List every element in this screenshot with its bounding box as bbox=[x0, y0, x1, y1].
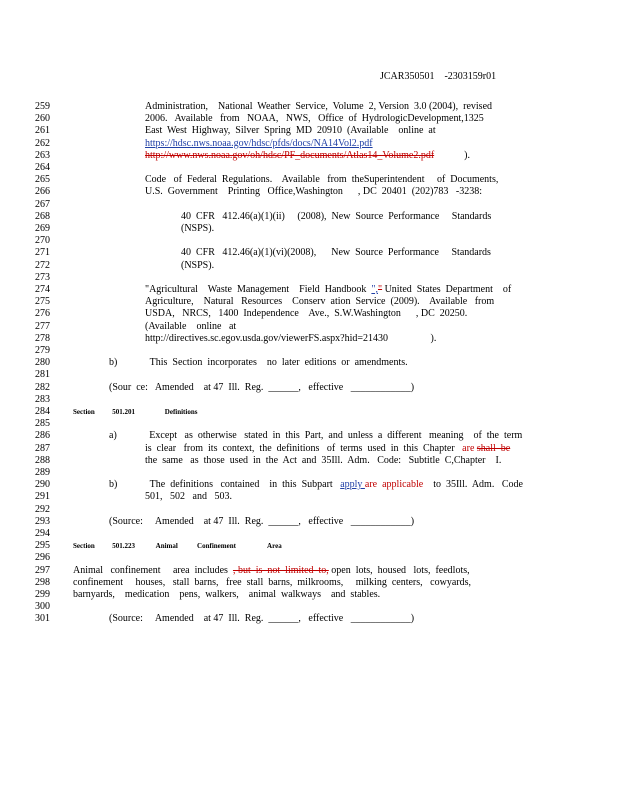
line-261 bbox=[0, 125, 618, 137]
line-text bbox=[145, 284, 511, 296]
text-segment: 501, 502 and 503. bbox=[145, 491, 232, 503]
line-number: 261 bbox=[35, 125, 50, 137]
line-283 bbox=[0, 394, 618, 406]
line-288 bbox=[0, 455, 618, 467]
line-number: 271 bbox=[35, 247, 50, 259]
line-number: 289 bbox=[35, 467, 50, 478]
text-segment: is clear from its context, the definitions of terms used in this Chapter bbox=[145, 442, 463, 454]
line-290 bbox=[0, 479, 618, 491]
text-segment: confinement houses, stall barns, free stall barns, milkrooms, milking centers, cowyards, bbox=[73, 576, 471, 588]
text-segment: shall be bbox=[476, 442, 511, 454]
text-segment: , but is not limited to, bbox=[232, 564, 329, 576]
line-text bbox=[145, 125, 436, 137]
text-segment: ", bbox=[371, 284, 378, 295]
line-295 bbox=[0, 540, 618, 552]
line-text bbox=[109, 382, 414, 394]
text-segment: United States Department of bbox=[382, 284, 512, 295]
line-278 bbox=[0, 333, 618, 345]
line-272 bbox=[0, 260, 618, 272]
line-number: 282 bbox=[35, 381, 50, 393]
line-text bbox=[145, 321, 236, 333]
text-segment: b) This Section incorporates no later editions or amendments. bbox=[109, 357, 408, 369]
line-text bbox=[73, 406, 197, 418]
line-270 bbox=[0, 235, 618, 247]
text-segment bbox=[434, 150, 464, 161]
line-286 bbox=[0, 430, 618, 442]
line-number: 273 bbox=[35, 271, 50, 283]
line-number: 260 bbox=[35, 113, 50, 125]
line-text bbox=[145, 174, 498, 186]
line-266 bbox=[0, 186, 618, 198]
line-300 bbox=[0, 601, 618, 613]
text-segment: Agriculture, Natural Resources Conserv ation Service (2009). Available from bbox=[145, 296, 495, 308]
line-text bbox=[109, 613, 414, 625]
line-text bbox=[145, 186, 482, 198]
line-280 bbox=[0, 357, 618, 369]
line-number: 295 bbox=[35, 540, 50, 552]
text-segment: (Sour ce: Amended at 47 Ill. Reg. ______, effective ____________) bbox=[109, 381, 415, 393]
text-segment: Administration, National Weather Service, Volume 2, Version 3.0 (2004), revised bbox=[145, 101, 493, 112]
line-265 bbox=[0, 174, 618, 186]
text-segment: " bbox=[377, 284, 383, 295]
text-segment: Animal confinement area includes bbox=[73, 564, 233, 576]
line-263 bbox=[0, 150, 618, 162]
line-277 bbox=[0, 321, 618, 333]
text-segment: http://www.nws.noaa.gov/oh/hdsc/PF_documents/Atlas14_Volume2.pdf bbox=[145, 149, 435, 161]
line-number: 274 bbox=[35, 284, 50, 295]
text-segment: (NSPS). bbox=[181, 259, 215, 271]
text-segment: "Agricultural Waste Management Field Handbook bbox=[145, 284, 372, 295]
text-segment: USDA, NRCS, 1400 Independence Ave., S.W.Washington , DC 20250. bbox=[145, 308, 468, 320]
text-segment: are bbox=[462, 442, 475, 454]
line-text bbox=[109, 430, 522, 442]
line-260 bbox=[0, 113, 618, 125]
line-text bbox=[145, 113, 484, 125]
line-268 bbox=[0, 211, 618, 223]
line-text bbox=[109, 479, 523, 491]
line-301 bbox=[0, 613, 618, 625]
line-text bbox=[73, 565, 470, 577]
line-275 bbox=[0, 296, 618, 308]
text-segment: U.S. Government Printing Office,Washington , DC 20401 (202)783 -3238: bbox=[145, 186, 483, 198]
line-number: 286 bbox=[35, 430, 50, 442]
text-segment: (NSPS). bbox=[181, 223, 215, 234]
line-number: 263 bbox=[35, 149, 50, 161]
line-number: 296 bbox=[35, 552, 50, 564]
line-296 bbox=[0, 552, 618, 564]
text-segment: http://directives.sc.egov.usda.gov/viewerFS.aspx?hid=21430 ). bbox=[145, 332, 437, 344]
line-number: 284 bbox=[35, 406, 50, 417]
line-text bbox=[73, 577, 471, 589]
text-segment: Code of Federal Regulations. Available from theSuperintendent of Documents, bbox=[145, 174, 499, 186]
text-segment: b) The definitions contained in this Subpart bbox=[109, 479, 341, 491]
text-segment: (Available online at bbox=[145, 320, 237, 332]
text-segment: (Source: Amended at 47 Ill. Reg. ______, effective ____________) bbox=[109, 613, 415, 625]
line-299 bbox=[0, 589, 618, 601]
hyperlink[interactable]: https://hdsc.nws.noaa.gov/hdsc/pfds/docs/NA14Vol2.pdf bbox=[145, 137, 373, 149]
line-285 bbox=[0, 418, 618, 430]
line-number: 299 bbox=[35, 589, 50, 600]
line-number: 281 bbox=[35, 369, 50, 381]
line-text bbox=[181, 260, 214, 272]
line-number: 278 bbox=[35, 332, 50, 344]
line-number: 262 bbox=[35, 137, 50, 149]
line-text bbox=[109, 516, 414, 528]
line-number: 288 bbox=[35, 454, 50, 466]
line-292 bbox=[0, 504, 618, 516]
line-text bbox=[145, 308, 467, 320]
line-number: 280 bbox=[35, 357, 50, 369]
line-number: 269 bbox=[35, 223, 50, 234]
line-number: 264 bbox=[35, 162, 50, 173]
line-text bbox=[73, 589, 380, 601]
line-text bbox=[73, 540, 282, 552]
line-291 bbox=[0, 491, 618, 503]
line-number: 267 bbox=[35, 198, 50, 210]
line-297 bbox=[0, 565, 618, 577]
line-number: 270 bbox=[35, 235, 50, 247]
line-number: 265 bbox=[35, 174, 50, 186]
line-281 bbox=[0, 369, 618, 381]
line-text bbox=[145, 333, 436, 345]
text-segment: 40 CFR 412.46(a)(1)(vi)(2008), New Source Performance Standards bbox=[181, 247, 491, 259]
line-number: 287 bbox=[35, 442, 50, 454]
line-number: 301 bbox=[35, 613, 50, 625]
text-segment: East West Highway, Silver Spring MD 20910 (Available online at bbox=[145, 125, 436, 137]
line-number: 292 bbox=[35, 503, 50, 515]
line-text bbox=[109, 357, 408, 369]
text-segment: ). bbox=[464, 149, 470, 161]
line-number: 277 bbox=[35, 320, 50, 332]
line-number: 276 bbox=[35, 308, 50, 320]
line-number: 268 bbox=[35, 210, 50, 222]
line-text bbox=[145, 455, 501, 467]
text-segment: (Source: Amended at 47 Ill. Reg. ______, effective ____________) bbox=[109, 515, 415, 527]
line-number: 275 bbox=[35, 296, 50, 308]
line-text bbox=[181, 211, 491, 223]
line-number: 293 bbox=[35, 515, 50, 527]
line-271 bbox=[0, 247, 618, 259]
text-segment: to 35Ill. Adm. Code bbox=[423, 479, 523, 491]
text-segment: Section 501.223 Animal Confinement Area bbox=[73, 542, 282, 551]
line-259 bbox=[0, 101, 618, 113]
line-298 bbox=[0, 577, 618, 589]
line-279 bbox=[0, 345, 618, 357]
line-294 bbox=[0, 528, 618, 540]
line-267 bbox=[0, 199, 618, 211]
line-274 bbox=[0, 284, 618, 296]
text-segment: are applicable bbox=[364, 479, 424, 491]
text-segment: a) Except as otherwise stated in this Part, and unless a different meaning of the term bbox=[109, 430, 523, 442]
line-276 bbox=[0, 308, 618, 320]
text-segment: apply bbox=[340, 479, 365, 491]
line-289 bbox=[0, 467, 618, 479]
line-text bbox=[181, 247, 491, 259]
line-number: 290 bbox=[35, 479, 50, 491]
line-264 bbox=[0, 162, 618, 174]
line-text bbox=[145, 101, 492, 113]
line-number: 291 bbox=[35, 491, 50, 503]
line-number: 266 bbox=[35, 186, 50, 198]
line-number: 279 bbox=[35, 345, 50, 356]
line-284 bbox=[0, 406, 618, 418]
line-number: 285 bbox=[35, 418, 50, 430]
line-262 bbox=[0, 138, 618, 150]
line-text bbox=[181, 223, 214, 235]
line-282 bbox=[0, 382, 618, 394]
line-293 bbox=[0, 516, 618, 528]
line-number: 294 bbox=[35, 528, 50, 539]
line-text bbox=[145, 150, 470, 162]
line-number: 259 bbox=[35, 101, 50, 112]
text-segment: Section 501.201 Definitions bbox=[73, 408, 198, 416]
line-text bbox=[145, 138, 373, 150]
text-segment: the same as those used in the Act and 35Ill. Adm. Code: Subtitle C,Chapter I. bbox=[145, 454, 502, 466]
line-number: 272 bbox=[35, 259, 50, 271]
line-number: 300 bbox=[35, 601, 50, 613]
line-number: 297 bbox=[35, 564, 50, 576]
text-segment: 40 CFR 412.46(a)(1)(ii) (2008), New Source Performance Standards bbox=[181, 210, 492, 222]
line-269 bbox=[0, 223, 618, 235]
line-text bbox=[145, 491, 232, 503]
text-segment: 2006. Available from NOAA, NWS, Office of HydrologicDevelopment,1325 bbox=[145, 113, 484, 125]
line-number: 283 bbox=[35, 393, 50, 405]
line-text bbox=[145, 296, 494, 308]
document-header: JCAR350501 -2303159r01 bbox=[380, 71, 497, 82]
text-segment: barnyards, medication pens, walkers, animal walkways and stables. bbox=[73, 589, 381, 600]
line-273 bbox=[0, 272, 618, 284]
line-number: 298 bbox=[35, 576, 50, 588]
text-segment: open lots, housed lots, feedlots, bbox=[328, 564, 470, 576]
line-287 bbox=[0, 443, 618, 455]
line-text bbox=[145, 443, 510, 455]
